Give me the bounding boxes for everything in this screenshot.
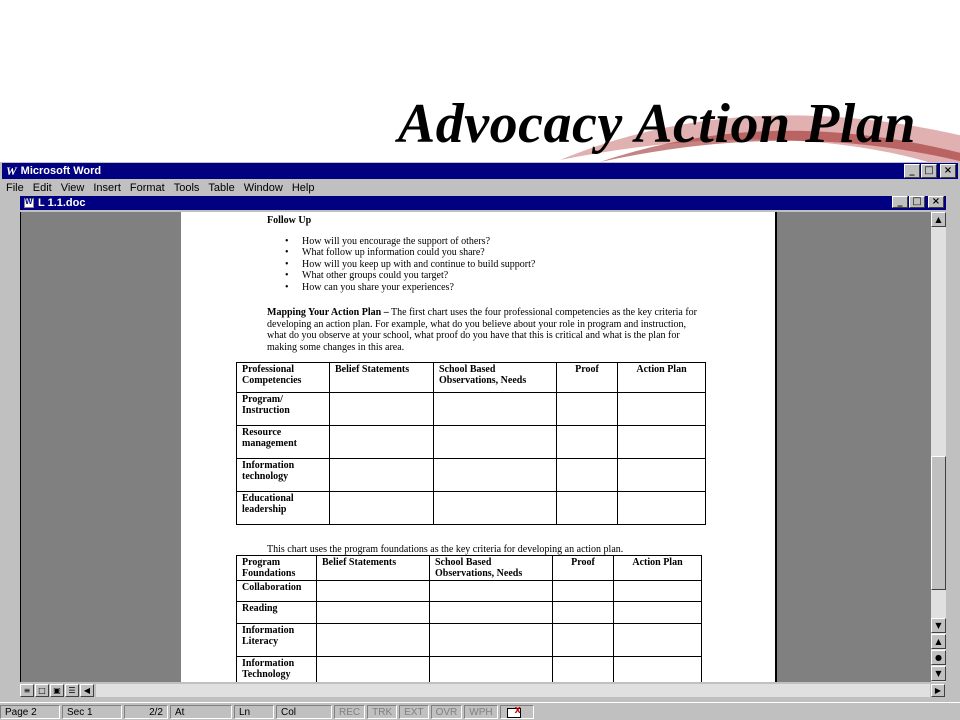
vertical-scrollbar[interactable] bbox=[930, 212, 946, 682]
document-window-controls bbox=[892, 196, 944, 208]
minimize-button[interactable]: _ bbox=[904, 164, 920, 178]
table-row bbox=[237, 602, 702, 624]
table-cell bbox=[430, 602, 553, 624]
outline-view-icon[interactable]: ☰ bbox=[65, 684, 79, 697]
follow-up-list bbox=[267, 236, 707, 294]
table-row-label: Information Technology bbox=[237, 657, 317, 683]
status-wph[interactable]: WPH bbox=[464, 705, 497, 719]
table-header-cell: School Based Observations, Needs bbox=[430, 556, 553, 581]
table-cell bbox=[553, 657, 614, 683]
table-cell bbox=[553, 602, 614, 624]
table-cell bbox=[430, 624, 553, 657]
follow-up-heading: Follow Up bbox=[267, 215, 312, 226]
status-at: At bbox=[170, 705, 232, 719]
status-trk[interactable]: TRK bbox=[367, 705, 397, 719]
document-titlebar[interactable] bbox=[20, 196, 946, 210]
scroll-up-icon[interactable]: ▲ bbox=[931, 212, 946, 227]
table-cell bbox=[434, 393, 557, 426]
table-header-cell: School Based Observations, Needs bbox=[434, 363, 557, 393]
table-header-cell: Belief Statements bbox=[317, 556, 430, 581]
table-row-label: Resource management bbox=[237, 426, 330, 459]
table-cell bbox=[317, 602, 430, 624]
table-row bbox=[237, 393, 706, 426]
table-cell bbox=[557, 492, 618, 525]
table-row-label: Collaboration bbox=[237, 581, 317, 602]
word-window bbox=[0, 162, 960, 720]
scroll-left-icon[interactable]: ◀ bbox=[80, 684, 94, 697]
status-column: Col bbox=[276, 705, 332, 719]
scroll-right-icon[interactable]: ▶ bbox=[931, 684, 945, 697]
left-margin-strip bbox=[0, 196, 20, 686]
doc-minimize-button[interactable]: _ bbox=[892, 196, 908, 208]
horizontal-scrollbar-area bbox=[20, 682, 946, 698]
horizontal-scroll-track[interactable] bbox=[96, 684, 930, 697]
app-titlebar[interactable] bbox=[2, 163, 958, 179]
list-item: • How will you encourage the support of others? bbox=[267, 236, 707, 248]
table-cell bbox=[317, 657, 430, 683]
menu-insert[interactable]: Insert bbox=[93, 182, 121, 194]
list-item: • What other groups could you target? bbox=[267, 270, 707, 282]
competencies-table bbox=[236, 362, 706, 525]
document-page[interactable] bbox=[181, 212, 777, 682]
table-row bbox=[237, 492, 706, 525]
status-line: Ln bbox=[234, 705, 274, 719]
table-cell bbox=[317, 624, 430, 657]
mapping-text: The first chart uses the four professional competencies as the key criteria for developing an action plan. For example, what do you believe about your role in program and instruction, what do you observe at your school, what proof do you have that this is critical and what is the plan for making some changes in this area. bbox=[267, 307, 698, 353]
table-header-cell: Action Plan bbox=[614, 556, 702, 581]
slide-title: Advocacy Action Plan bbox=[397, 93, 916, 155]
list-item: • What follow up information could you share? bbox=[267, 247, 707, 259]
status-bar bbox=[0, 702, 960, 720]
status-ovr[interactable]: OVR bbox=[431, 705, 463, 719]
doc-restore-button[interactable]: □ bbox=[909, 196, 925, 208]
table-cell bbox=[330, 459, 434, 492]
table-cell bbox=[618, 426, 706, 459]
table-row-label: Information technology bbox=[237, 459, 330, 492]
spelling-status[interactable] bbox=[500, 705, 534, 719]
normal-view-icon[interactable]: ≡ bbox=[20, 684, 34, 697]
app-window-controls bbox=[904, 164, 956, 178]
table-cell bbox=[614, 657, 702, 683]
list-item: • How will you keep up with and continue to build support? bbox=[267, 259, 707, 271]
table-row-label: Information Literacy bbox=[237, 624, 317, 657]
table-header-cell: Proof bbox=[553, 556, 614, 581]
scroll-down-icon[interactable]: ▼ bbox=[931, 618, 946, 633]
table-cell bbox=[618, 459, 706, 492]
menu-edit[interactable]: Edit bbox=[32, 182, 52, 194]
close-button[interactable]: × bbox=[940, 164, 956, 178]
menu-help[interactable]: Help bbox=[291, 182, 315, 194]
menu-tools[interactable]: Tools bbox=[173, 182, 200, 194]
table-header-row bbox=[237, 363, 706, 393]
menu-table[interactable]: Table bbox=[208, 182, 235, 194]
page-content bbox=[267, 215, 707, 353]
table-cell bbox=[614, 624, 702, 657]
page-layout-view-icon[interactable]: ▣ bbox=[50, 684, 64, 697]
table-row bbox=[237, 459, 706, 492]
list-item: • How can you share your experiences? bbox=[267, 282, 707, 294]
table-cell bbox=[557, 459, 618, 492]
table-row-label: Educational leadership bbox=[237, 492, 330, 525]
table-cell bbox=[553, 581, 614, 602]
menu-view[interactable]: View bbox=[60, 182, 85, 194]
mapping-paragraph bbox=[267, 307, 707, 353]
status-rec[interactable]: REC bbox=[334, 705, 365, 719]
table-cell bbox=[434, 459, 557, 492]
spelling-book-icon[interactable] bbox=[505, 706, 523, 718]
table-cell bbox=[614, 602, 702, 624]
table-header-cell: Proof bbox=[557, 363, 618, 393]
table-cell bbox=[330, 426, 434, 459]
table-row bbox=[237, 581, 702, 602]
menu-window[interactable]: Window bbox=[243, 182, 283, 194]
status-section: Sec 1 bbox=[62, 705, 122, 719]
table-cell bbox=[614, 581, 702, 602]
table-cell bbox=[434, 426, 557, 459]
app-title: Microsoft Word bbox=[20, 165, 102, 177]
table-header-cell: Action Plan bbox=[618, 363, 706, 393]
chart2-intro-text: This chart uses the program foundations as the key criteria for developing an action plan. bbox=[267, 544, 624, 555]
table-row bbox=[237, 657, 702, 683]
word-app-icon[interactable]: W bbox=[6, 163, 17, 178]
mapping-heading: Mapping Your Action Plan – bbox=[267, 307, 389, 318]
right-margin-strip bbox=[946, 196, 960, 686]
table-row-label: Program/ Instruction bbox=[237, 393, 330, 426]
table-cell bbox=[330, 393, 434, 426]
table-cell bbox=[553, 624, 614, 657]
select-browse-object-icon[interactable]: ● bbox=[931, 650, 946, 665]
table-header-row bbox=[237, 556, 702, 581]
table-cell bbox=[557, 426, 618, 459]
document-icon[interactable] bbox=[24, 198, 34, 208]
scroll-thumb[interactable] bbox=[931, 456, 946, 590]
status-page-count: 2/2 bbox=[124, 705, 168, 719]
document-area[interactable] bbox=[20, 212, 930, 682]
table-cell bbox=[434, 492, 557, 525]
table-cell bbox=[618, 492, 706, 525]
table-cell bbox=[618, 393, 706, 426]
table-cell bbox=[557, 393, 618, 426]
table-row-label: Reading bbox=[237, 602, 317, 624]
table-cell bbox=[317, 581, 430, 602]
status-page: Page 2 bbox=[0, 705, 60, 719]
table-cell bbox=[430, 581, 553, 602]
table-header-cell: Professional Competencies bbox=[237, 363, 330, 393]
foundations-table bbox=[236, 555, 702, 682]
menu-format[interactable]: Format bbox=[129, 182, 165, 194]
table-cell bbox=[430, 657, 553, 683]
table-row bbox=[237, 426, 706, 459]
table-header-cell: Belief Statements bbox=[330, 363, 434, 393]
restore-button[interactable]: □ bbox=[921, 164, 937, 178]
doc-close-button[interactable]: × bbox=[928, 196, 944, 208]
table-row bbox=[237, 624, 702, 657]
next-page-icon[interactable]: ▼ bbox=[931, 666, 946, 681]
previous-page-icon[interactable]: ▲ bbox=[931, 634, 946, 649]
status-ext[interactable]: EXT bbox=[399, 705, 428, 719]
menu-file[interactable]: File bbox=[6, 182, 24, 194]
table-cell bbox=[330, 492, 434, 525]
table-header-cell: Program Foundations bbox=[237, 556, 317, 581]
menu-bar bbox=[2, 180, 958, 196]
web-layout-view-icon[interactable]: □ bbox=[35, 684, 49, 697]
document-title: L 1.1.doc bbox=[38, 197, 86, 209]
